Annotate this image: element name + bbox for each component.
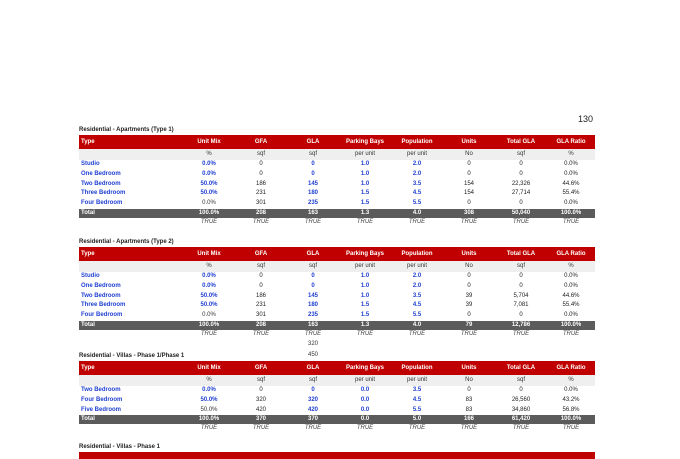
column-header: GLA Ratio bbox=[547, 247, 595, 261]
check-cell: TRUE bbox=[252, 330, 270, 337]
gla-ratio-cell: 0.0% bbox=[564, 170, 578, 177]
table-row bbox=[79, 199, 595, 209]
gfa-cell: 301 bbox=[255, 312, 266, 319]
type-cell: Two Bedroom bbox=[81, 292, 121, 299]
column-header: Parking Bays bbox=[339, 135, 391, 149]
gla-cell: 0 bbox=[311, 282, 315, 289]
parking-cell: 1.0 bbox=[360, 161, 370, 167]
population-cell: 2.0 bbox=[412, 273, 422, 279]
unit-mix-cell: 0.0% bbox=[202, 312, 216, 319]
type-cell: Five Bedroom bbox=[81, 406, 122, 413]
check-cell: TRUE bbox=[562, 218, 580, 225]
gla-ratio-cell: 0.0% bbox=[564, 387, 578, 393]
check-cell: TRUE bbox=[512, 425, 530, 432]
check-cell bbox=[79, 218, 183, 228]
header-bar bbox=[79, 452, 595, 459]
check-cell: TRUE bbox=[200, 425, 218, 432]
total-row bbox=[79, 321, 595, 330]
column-header: GFA bbox=[235, 361, 287, 375]
check-cell: TRUE bbox=[200, 218, 218, 225]
gla-cell: 145 bbox=[307, 292, 318, 299]
total-gla-cell: 61,420 bbox=[495, 415, 547, 424]
total-gla-cell: 50,040 bbox=[495, 209, 547, 218]
gla-cell: 180 bbox=[307, 190, 318, 197]
total-row bbox=[79, 415, 595, 424]
total-gla-cell: 0 bbox=[519, 200, 523, 207]
parking-cell: 1.5 bbox=[360, 302, 370, 309]
column-header: GLA bbox=[287, 247, 339, 261]
table-row bbox=[79, 396, 595, 406]
table-row bbox=[79, 282, 595, 292]
unit-mix-cell: 0.0% bbox=[202, 161, 216, 167]
units-cell: 154 bbox=[463, 190, 474, 197]
parking-cell: 1.0 bbox=[360, 170, 370, 177]
units-row bbox=[79, 375, 595, 386]
check-cell: TRUE bbox=[304, 330, 322, 337]
check-row bbox=[79, 424, 595, 434]
parking-cell: 1.0 bbox=[360, 292, 370, 299]
parking-cell: 1.0 bbox=[360, 282, 370, 289]
type-cell: One Bedroom bbox=[81, 170, 121, 177]
type-cell: One Bedroom bbox=[81, 282, 121, 289]
column-header: Total GLA bbox=[495, 361, 547, 375]
gfa-cell: 186 bbox=[255, 292, 266, 299]
column-header: Population bbox=[391, 135, 443, 149]
section-apartments-type-2 bbox=[79, 238, 595, 350]
unit-cell: sqf bbox=[235, 149, 287, 160]
unit-cell bbox=[79, 149, 183, 160]
parking-cell: 0.0 bbox=[339, 415, 391, 424]
total-gla-cell: 26,560 bbox=[511, 396, 531, 403]
check-row bbox=[79, 218, 595, 228]
population-cell: 3.5 bbox=[412, 292, 422, 299]
unit-cell: % bbox=[547, 149, 595, 160]
unit-mix-cell: 50.0% bbox=[200, 292, 218, 299]
gfa-cell: 0 bbox=[259, 170, 263, 177]
gla-cell: 0 bbox=[311, 161, 315, 167]
gfa-cell: 0 bbox=[259, 387, 263, 393]
type-cell: Studio bbox=[81, 273, 100, 279]
gla-cell: 0 bbox=[311, 170, 315, 177]
total-gla-cell: 22,326 bbox=[511, 180, 531, 187]
population-cell: 5.0 bbox=[391, 415, 443, 424]
gla-ratio-cell: 100.0% bbox=[547, 321, 595, 330]
extra-gla-cell: 450 bbox=[307, 352, 318, 358]
total-gla-cell: 12,786 bbox=[495, 321, 547, 330]
gla-cell: 163 bbox=[287, 321, 339, 330]
column-header: Unit Mix bbox=[183, 247, 235, 261]
unit-cell: No bbox=[443, 261, 495, 272]
population-cell: 4.5 bbox=[412, 396, 422, 403]
gla-cell: 235 bbox=[307, 312, 318, 319]
gla-cell: 420 bbox=[307, 406, 318, 413]
column-header: Total GLA bbox=[495, 135, 547, 149]
unit-cell: No bbox=[443, 149, 495, 160]
total-gla-cell: 34,860 bbox=[511, 406, 531, 413]
total-gla-cell: 0 bbox=[519, 161, 523, 167]
type-cell: Four Bedroom bbox=[81, 200, 123, 207]
population-cell: 4.0 bbox=[391, 209, 443, 218]
parking-cell: 1.0 bbox=[360, 273, 370, 279]
unit-cell: sqf bbox=[287, 375, 339, 386]
unit-mix-cell: 0.0% bbox=[202, 282, 216, 289]
gla-cell: 180 bbox=[307, 302, 318, 309]
header-row bbox=[79, 247, 595, 261]
gla-ratio-cell: 43.2% bbox=[562, 396, 580, 403]
gla-cell: 0 bbox=[311, 273, 315, 279]
section-title: Residential - Villas - Phase 1 bbox=[79, 444, 160, 450]
gfa-cell: 0 bbox=[259, 161, 263, 167]
type-cell: Four Bedroom bbox=[81, 396, 123, 403]
gla-cell: 163 bbox=[287, 209, 339, 218]
check-cell: TRUE bbox=[562, 330, 580, 337]
gla-ratio-cell: 55.4% bbox=[562, 190, 580, 197]
gfa-cell: 420 bbox=[255, 406, 266, 413]
total-gla-cell: 27,714 bbox=[511, 190, 531, 197]
population-cell: 2.0 bbox=[412, 282, 422, 289]
table-row bbox=[79, 170, 595, 180]
check-cell: TRUE bbox=[252, 218, 270, 225]
header-row bbox=[79, 361, 595, 375]
column-header: GFA bbox=[235, 247, 287, 261]
type-cell: Studio bbox=[81, 161, 100, 167]
total-row bbox=[79, 209, 595, 218]
data-table bbox=[79, 135, 595, 228]
data-table bbox=[79, 361, 595, 434]
unit-mix-cell: 50.0% bbox=[200, 396, 218, 403]
column-header: Unit Mix bbox=[183, 135, 235, 149]
section-title: Residential - Apartments (Type 2) bbox=[79, 239, 174, 245]
units-cell: 166 bbox=[443, 415, 495, 424]
unit-cell: % bbox=[183, 375, 235, 386]
unit-mix-cell: 100.0% bbox=[183, 415, 235, 424]
check-cell: TRUE bbox=[408, 425, 426, 432]
gla-ratio-cell: 0.0% bbox=[564, 282, 578, 289]
type-cell: Three Bedroom bbox=[81, 190, 126, 197]
units-cell: 39 bbox=[465, 302, 473, 309]
column-header: Population bbox=[391, 247, 443, 261]
check-cell: TRUE bbox=[356, 218, 374, 225]
data-table bbox=[79, 247, 595, 350]
units-row bbox=[79, 261, 595, 272]
population-cell: 5.5 bbox=[412, 406, 422, 413]
parking-cell: 1.5 bbox=[360, 200, 370, 207]
unit-cell: per unit bbox=[391, 149, 443, 160]
unit-cell bbox=[79, 375, 183, 386]
unit-mix-cell: 0.0% bbox=[202, 273, 216, 279]
section-title: Residential - Apartments (Type 1) bbox=[79, 127, 174, 133]
gla-ratio-cell: 55.4% bbox=[562, 302, 580, 309]
table-row bbox=[79, 272, 595, 282]
unit-mix-cell: 0.0% bbox=[202, 387, 216, 393]
column-header: Units bbox=[443, 361, 495, 375]
parking-cell: 1.5 bbox=[360, 312, 370, 319]
population-cell: 4.5 bbox=[412, 190, 422, 197]
parking-cell: 1.0 bbox=[360, 180, 370, 187]
check-row bbox=[79, 330, 595, 340]
unit-cell: sqf bbox=[495, 375, 547, 386]
units-cell: 0 bbox=[467, 273, 471, 279]
column-header: GLA Ratio bbox=[547, 361, 595, 375]
unit-cell: per unit bbox=[391, 375, 443, 386]
check-cell: TRUE bbox=[460, 330, 478, 337]
column-header: Units bbox=[443, 247, 495, 261]
gfa-cell: 320 bbox=[255, 396, 266, 403]
unit-mix-cell: 50.0% bbox=[200, 406, 218, 413]
population-cell: 5.5 bbox=[412, 312, 422, 319]
unit-mix-cell: 50.0% bbox=[200, 190, 218, 197]
gfa-cell: 231 bbox=[255, 302, 266, 309]
type-cell: Two Bedroom bbox=[81, 180, 121, 187]
parking-cell: 0.0 bbox=[360, 396, 370, 403]
check-cell: TRUE bbox=[512, 218, 530, 225]
population-cell: 3.5 bbox=[412, 180, 422, 187]
section-villas-phase-1 bbox=[79, 443, 595, 452]
check-cell: TRUE bbox=[304, 218, 322, 225]
table-row bbox=[79, 386, 595, 396]
units-cell: 83 bbox=[465, 396, 473, 403]
population-cell: 2.0 bbox=[412, 161, 422, 167]
table-row bbox=[79, 180, 595, 190]
parking-cell: 1.3 bbox=[339, 209, 391, 218]
unit-mix-cell: 50.0% bbox=[200, 302, 218, 309]
gfa-cell: 186 bbox=[255, 180, 266, 187]
parking-cell: 0.0 bbox=[360, 406, 370, 413]
unit-cell: per unit bbox=[339, 375, 391, 386]
unit-cell: per unit bbox=[391, 261, 443, 272]
gla-ratio-cell: 0.0% bbox=[564, 161, 578, 167]
column-header: GLA bbox=[287, 135, 339, 149]
gla-ratio-cell: 100.0% bbox=[547, 209, 595, 218]
check-cell: TRUE bbox=[408, 330, 426, 337]
gfa-cell: 231 bbox=[255, 190, 266, 197]
table-row bbox=[79, 292, 595, 302]
unit-cell: per unit bbox=[339, 149, 391, 160]
check-cell: TRUE bbox=[356, 425, 374, 432]
unit-cell: sqf bbox=[495, 261, 547, 272]
units-cell: 154 bbox=[463, 180, 474, 187]
extra-gla-cell: 320 bbox=[307, 340, 318, 347]
check-cell: TRUE bbox=[252, 425, 270, 432]
total-gla-cell: 0 bbox=[519, 387, 523, 393]
type-cell: Three Bedroom bbox=[81, 302, 126, 309]
column-header: Total GLA bbox=[495, 247, 547, 261]
total-gla-cell: 5,704 bbox=[513, 292, 529, 299]
unit-mix-cell: 0.0% bbox=[202, 200, 216, 207]
column-header: GLA Ratio bbox=[547, 135, 595, 149]
column-header: Parking Bays bbox=[339, 361, 391, 375]
gla-ratio-cell: 0.0% bbox=[564, 312, 578, 319]
total-gla-cell: 0 bbox=[519, 312, 523, 319]
section-apartments-type-1 bbox=[79, 126, 595, 228]
unit-cell: sqf bbox=[235, 375, 287, 386]
gla-cell: 320 bbox=[307, 396, 318, 403]
extra-row bbox=[79, 340, 595, 350]
unit-mix-cell: 50.0% bbox=[200, 180, 218, 187]
population-cell: 4.0 bbox=[391, 321, 443, 330]
units-cell: 0 bbox=[467, 387, 471, 393]
table-row bbox=[79, 311, 595, 321]
total-gla-cell: 0 bbox=[519, 170, 523, 177]
page-number: 130 bbox=[578, 114, 594, 124]
check-cell: TRUE bbox=[460, 218, 478, 225]
gla-ratio-cell: 100.0% bbox=[547, 415, 595, 424]
gla-ratio-cell: 56.8% bbox=[562, 406, 580, 413]
column-header: Population bbox=[391, 361, 443, 375]
check-cell: TRUE bbox=[512, 330, 530, 337]
section-villas-phase-1-phase-1 bbox=[79, 352, 595, 434]
gla-cell: 0 bbox=[311, 387, 315, 393]
unit-mix-cell: 0.0% bbox=[202, 170, 216, 177]
unit-cell: per unit bbox=[339, 261, 391, 272]
check-cell: TRUE bbox=[460, 425, 478, 432]
gla-ratio-cell: 0.0% bbox=[564, 200, 578, 207]
total-gla-cell: 7,081 bbox=[513, 302, 529, 309]
column-header: Units bbox=[443, 135, 495, 149]
units-cell: 308 bbox=[443, 209, 495, 218]
gfa-cell: 0 bbox=[259, 282, 263, 289]
units-cell: 79 bbox=[443, 321, 495, 330]
unit-cell bbox=[79, 261, 183, 272]
population-cell: 5.5 bbox=[412, 200, 422, 207]
unit-cell: No bbox=[443, 375, 495, 386]
column-header: GFA bbox=[235, 135, 287, 149]
gfa-cell: 0 bbox=[259, 273, 263, 279]
units-cell: 39 bbox=[465, 292, 473, 299]
check-cell bbox=[79, 424, 183, 434]
parking-cell: 1.3 bbox=[339, 321, 391, 330]
column-header: Unit Mix bbox=[183, 361, 235, 375]
check-cell: TRUE bbox=[408, 218, 426, 225]
table-row bbox=[79, 189, 595, 199]
check-cell bbox=[79, 330, 183, 340]
gla-ratio-cell: 44.6% bbox=[562, 292, 580, 299]
gfa-cell: 208 bbox=[235, 321, 287, 330]
column-header: Type bbox=[79, 135, 183, 149]
unit-cell: % bbox=[183, 261, 235, 272]
section-title: Residential - Villas - Phase 1/Phase 1 bbox=[79, 353, 185, 359]
type-cell: Total bbox=[79, 415, 183, 424]
table-row bbox=[79, 160, 595, 170]
type-cell: Total bbox=[79, 209, 183, 218]
column-header: Parking Bays bbox=[339, 247, 391, 261]
header-row bbox=[79, 135, 595, 149]
check-cell: TRUE bbox=[304, 425, 322, 432]
unit-cell: sqf bbox=[287, 149, 339, 160]
gla-cell: 235 bbox=[307, 200, 318, 207]
gla-ratio-cell: 0.0% bbox=[564, 273, 578, 279]
check-cell: TRUE bbox=[562, 425, 580, 432]
unit-cell: % bbox=[547, 261, 595, 272]
unit-mix-cell: 100.0% bbox=[183, 321, 235, 330]
table-row bbox=[79, 301, 595, 311]
gla-ratio-cell: 44.6% bbox=[562, 180, 580, 187]
population-cell: 2.0 bbox=[412, 170, 422, 177]
column-header: GLA bbox=[287, 361, 339, 375]
check-cell: TRUE bbox=[356, 330, 374, 337]
gla-cell: 145 bbox=[307, 180, 318, 187]
column-header: Type bbox=[79, 361, 183, 375]
type-cell: Two Bedroom bbox=[81, 387, 121, 393]
unit-cell: sqf bbox=[235, 261, 287, 272]
units-cell: 0 bbox=[467, 170, 471, 177]
gfa-cell: 301 bbox=[255, 200, 266, 207]
check-cell: TRUE bbox=[200, 330, 218, 337]
type-cell: Total bbox=[79, 321, 183, 330]
population-cell: 3.5 bbox=[412, 387, 422, 393]
unit-cell: sqf bbox=[495, 149, 547, 160]
units-cell: 0 bbox=[467, 312, 471, 319]
gla-cell: 370 bbox=[287, 415, 339, 424]
unit-cell: % bbox=[547, 375, 595, 386]
unit-cell: sqf bbox=[287, 261, 339, 272]
total-gla-cell: 0 bbox=[519, 282, 523, 289]
gfa-cell: 208 bbox=[235, 209, 287, 218]
units-row bbox=[79, 149, 595, 160]
type-cell: Four Bedroom bbox=[81, 312, 123, 319]
table-row bbox=[79, 406, 595, 416]
unit-mix-cell: 100.0% bbox=[183, 209, 235, 218]
units-cell: 0 bbox=[467, 200, 471, 207]
gfa-cell: 370 bbox=[235, 415, 287, 424]
unit-cell: % bbox=[183, 149, 235, 160]
population-cell: 4.5 bbox=[412, 302, 422, 309]
units-cell: 0 bbox=[467, 161, 471, 167]
column-header: Type bbox=[79, 247, 183, 261]
parking-cell: 1.5 bbox=[360, 190, 370, 197]
total-gla-cell: 0 bbox=[519, 273, 523, 279]
units-cell: 83 bbox=[465, 406, 473, 413]
units-cell: 0 bbox=[467, 282, 471, 289]
parking-cell: 0.0 bbox=[360, 387, 370, 393]
